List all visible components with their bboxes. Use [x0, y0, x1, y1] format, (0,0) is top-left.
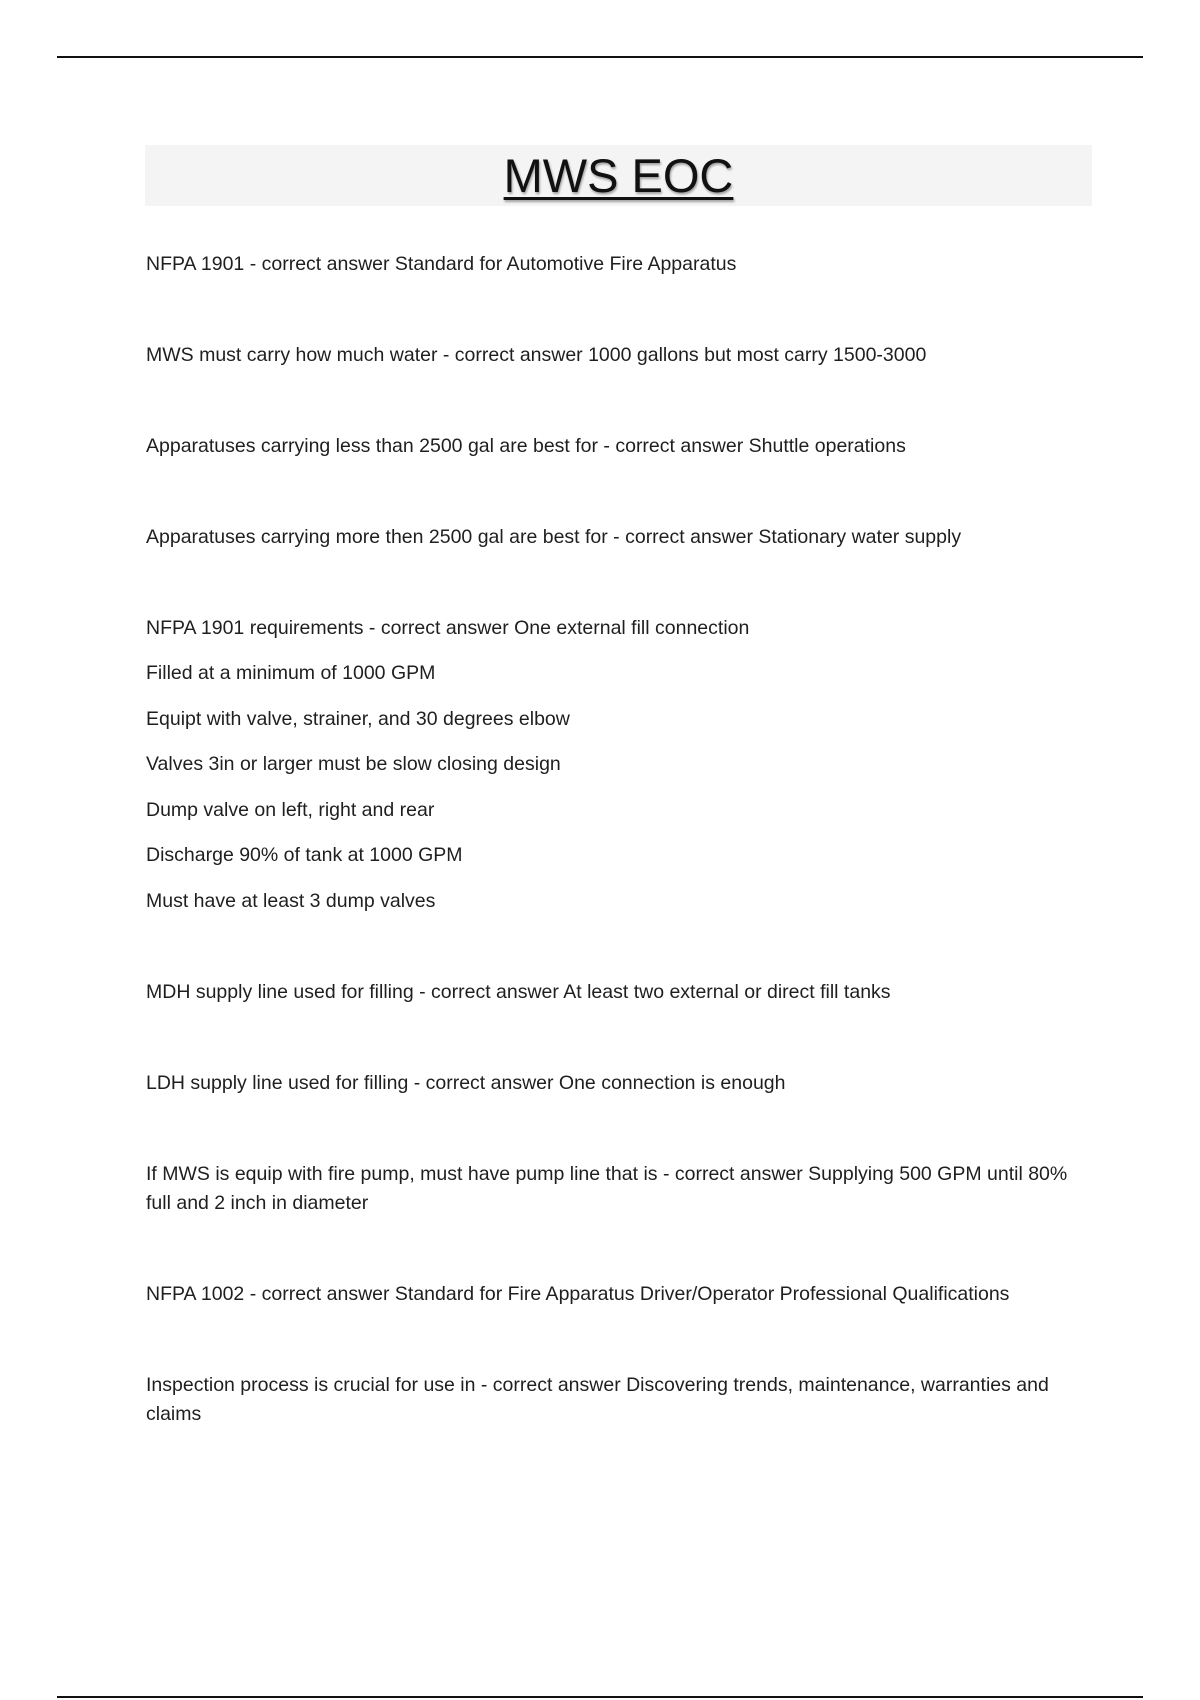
qa-entry: NFPA 1002 - correct answer Standard for Fire Apparatus Driver/Operator Professional Qualifications: [146, 1283, 1010, 1305]
top-divider: [57, 56, 1143, 58]
page-title: MWS EOC: [503, 149, 734, 202]
qa-entry-detail: Discharge 90% of tank at 1000 GPM: [146, 844, 463, 866]
qa-entry: MDH supply line used for filling - correct answer At least two external or direct fill tanks: [146, 981, 891, 1003]
qa-entry-detail: Filled at a minimum of 1000 GPM: [146, 662, 436, 684]
qa-entry-detail: Valves 3in or larger must be slow closing design: [146, 753, 561, 775]
qa-entry-detail: Equipt with valve, strainer, and 30 degrees elbow: [146, 708, 570, 730]
qa-entry: Apparatuses carrying less than 2500 gal are best for - correct answer Shuttle operations: [146, 435, 906, 457]
qa-entry: Apparatuses carrying more then 2500 gal are best for - correct answer Stationary water supply: [146, 526, 962, 548]
qa-entry: NFPA 1901 - correct answer Standard for Automotive Fire Apparatus: [146, 253, 737, 275]
qa-entry: Inspection process is crucial for use in - correct answer Discovering trends, maintenance, warranties and claims: [146, 1374, 1049, 1425]
qa-entry: NFPA 1901 requirements - correct answer One external fill connection: [146, 617, 750, 639]
qa-entry: If MWS is equip with fire pump, must have pump line that is - correct answer Supplying 500 GPM until 80% full and 2 inch in diameter: [146, 1163, 1068, 1214]
bottom-divider: [57, 1696, 1143, 1698]
qa-entry: LDH supply line used for filling - correct answer One connection is enough: [146, 1072, 786, 1094]
qa-entry-detail: Dump valve on left, right and rear: [146, 799, 435, 821]
qa-entry: MWS must carry how much water - correct answer 1000 gallons but most carry 1500-3000: [146, 344, 927, 366]
title-banner: [145, 145, 1092, 206]
qa-entry-detail: Must have at least 3 dump valves: [146, 890, 436, 912]
